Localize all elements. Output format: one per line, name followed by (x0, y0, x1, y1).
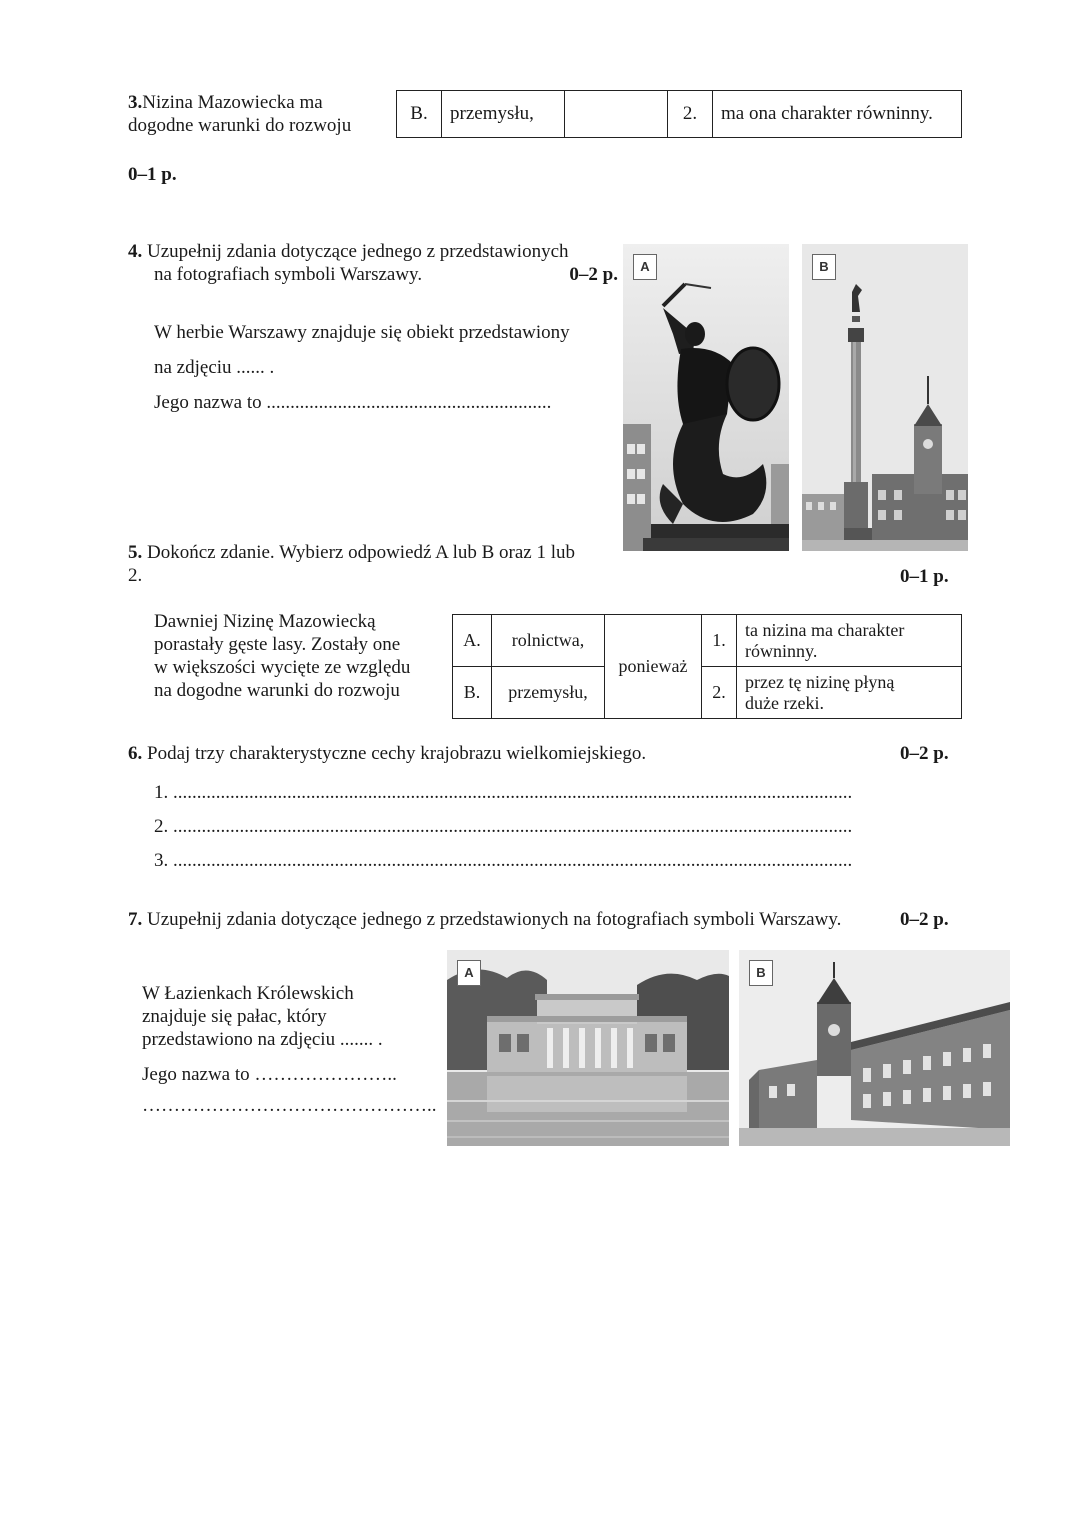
q7-points (900, 908, 949, 931)
q5-option-b-text[interactable]: przemysłu, (492, 667, 605, 719)
q5-points-value: 0–1 p. (900, 566, 949, 587)
q7-line3[interactable]: przedstawiono na zdjęciu ....... . (142, 1029, 383, 1050)
q6-title: Podaj trzy charakterystyczne cechy krajobrazu wielkomiejskiego. (147, 743, 647, 764)
q5-stem (154, 610, 410, 702)
q6-answer-line[interactable] (154, 849, 900, 883)
q5-option-1-number[interactable]: 1. (702, 615, 737, 667)
q7-number: 7. (128, 909, 143, 930)
q6-points-value: 0–2 p. (900, 743, 949, 764)
q7-photo-b-label: B (749, 960, 773, 986)
q7-points-value: 0–2 p. (900, 909, 949, 930)
q5-option-2-number[interactable]: 2. (702, 667, 737, 719)
q7-line2: znajduje się pałac, który (142, 1006, 327, 1027)
q7-line4[interactable]: Jego nazwa to ………………….. (142, 1064, 397, 1085)
q5-option-a-text[interactable]: rolnictwa, (492, 615, 605, 667)
q6-line-number: 2. (154, 816, 169, 837)
q3-cell-letter: B. (397, 91, 442, 138)
q3-cell-reason: ma ona charakter równinny. (713, 91, 962, 138)
q6-line-dots: ............................................................................................................................................... (173, 816, 853, 837)
q6-line-number: 1. (154, 782, 169, 803)
q3-cell-empty[interactable] (565, 91, 668, 138)
q5-points (900, 565, 949, 588)
q5-stem-line4: na dogodne warunki do rozwoju (154, 680, 400, 701)
q4-line3[interactable]: Jego nazwa to ............................................................ (154, 392, 552, 413)
q5-option-1-text[interactable] (737, 615, 962, 667)
q4-header (128, 240, 618, 286)
q5-answer-table (452, 614, 962, 719)
q4-points: 0–2 p. (569, 264, 618, 285)
q7-photo-a-label: A (457, 960, 481, 986)
q6-answer-lines (154, 781, 900, 883)
q6-line-number: 3. (154, 850, 169, 871)
q4-photo-a-label: A (633, 254, 657, 280)
q3-number: 3. (128, 92, 143, 113)
royal-castle-image (739, 950, 1010, 1146)
q6-number: 6. (128, 743, 143, 764)
q4-body (154, 315, 570, 420)
q5-header (128, 541, 608, 587)
q5-option-2-line2: duże rzeki. (745, 692, 824, 713)
q4-photo-b-label: B (812, 254, 836, 280)
q4-title-line2: na fotografiach symboli Warszawy. (154, 264, 423, 285)
q3-cell-option: przemysłu, (442, 91, 565, 138)
q6-answer-line[interactable] (154, 781, 900, 815)
q5-option-a-letter[interactable]: A. (453, 615, 492, 667)
q7-line5[interactable]: ……………………………………….. (142, 1095, 437, 1116)
q7-body (142, 982, 437, 1117)
q5-option-b-letter[interactable]: B. (453, 667, 492, 719)
q5-option-2-line1: przez tę nizinę płyną (745, 671, 895, 692)
q4-photo-a-mermaid (623, 244, 789, 551)
q7-title: Uzupełnij zdania dotyczące jednego z przedstawionych na fotografiach symboli Warszawy. (147, 909, 842, 930)
q5-stem-line3: w większości wycięte ze względu (154, 657, 411, 678)
q3-answer-table (396, 90, 962, 138)
q5-stem-line2: porastały gęste lasy. Zostały one (154, 634, 401, 655)
q3-stem (128, 91, 351, 137)
q3-stem-line1: Nizina Mazowiecka ma (142, 92, 323, 113)
q5-number: 5. (128, 542, 143, 563)
q6-header (128, 742, 646, 765)
q7-header (128, 908, 841, 931)
q6-points (900, 742, 949, 765)
q5-option-1-line2: równinny. (745, 640, 818, 661)
q5-option-1-line1: ta nizina ma charakter (745, 619, 905, 640)
q4-title-line1: Uzupełnij zdania dotyczące jednego z przedstawionych (147, 241, 569, 262)
q4-photo-b-column (802, 244, 968, 551)
q3-points (128, 163, 177, 186)
sigismund-column-image (802, 244, 968, 551)
q5-option-2-text[interactable] (737, 667, 962, 719)
q3-cell-number: 2. (668, 91, 713, 138)
q4-line1: W herbie Warszawy znajduje się obiekt przedstawiony (154, 322, 570, 343)
q6-line-dots: ............................................................................................................................................... (173, 850, 853, 871)
q5-title-line2: 2. (128, 565, 143, 586)
q7-photo-a-palace-on-isle (447, 950, 729, 1146)
q4-line2[interactable]: na zdjęciu ...... . (154, 357, 275, 378)
q5-title-line1: Dokończ zdanie. Wybierz odpowiedź A lub B oraz 1 lub (147, 542, 576, 563)
q7-line1: W Łazienkach Królewskich (142, 983, 354, 1004)
q3-points-value: 0–1 p. (128, 164, 177, 185)
q3-stem-line2: dogodne warunki do rozwoju (128, 115, 352, 136)
mermaid-statue-image (623, 244, 789, 551)
q6-line-dots: ............................................................................................................................................... (173, 782, 853, 803)
q5-stem-line1: Dawniej Nizinę Mazowiecką (154, 611, 376, 632)
palace-on-isle-image (447, 950, 729, 1146)
q5-connector: ponieważ (605, 615, 702, 719)
q7-photo-b-royal-castle (739, 950, 1010, 1146)
q4-number: 4. (128, 241, 143, 262)
q6-answer-line[interactable] (154, 815, 900, 849)
